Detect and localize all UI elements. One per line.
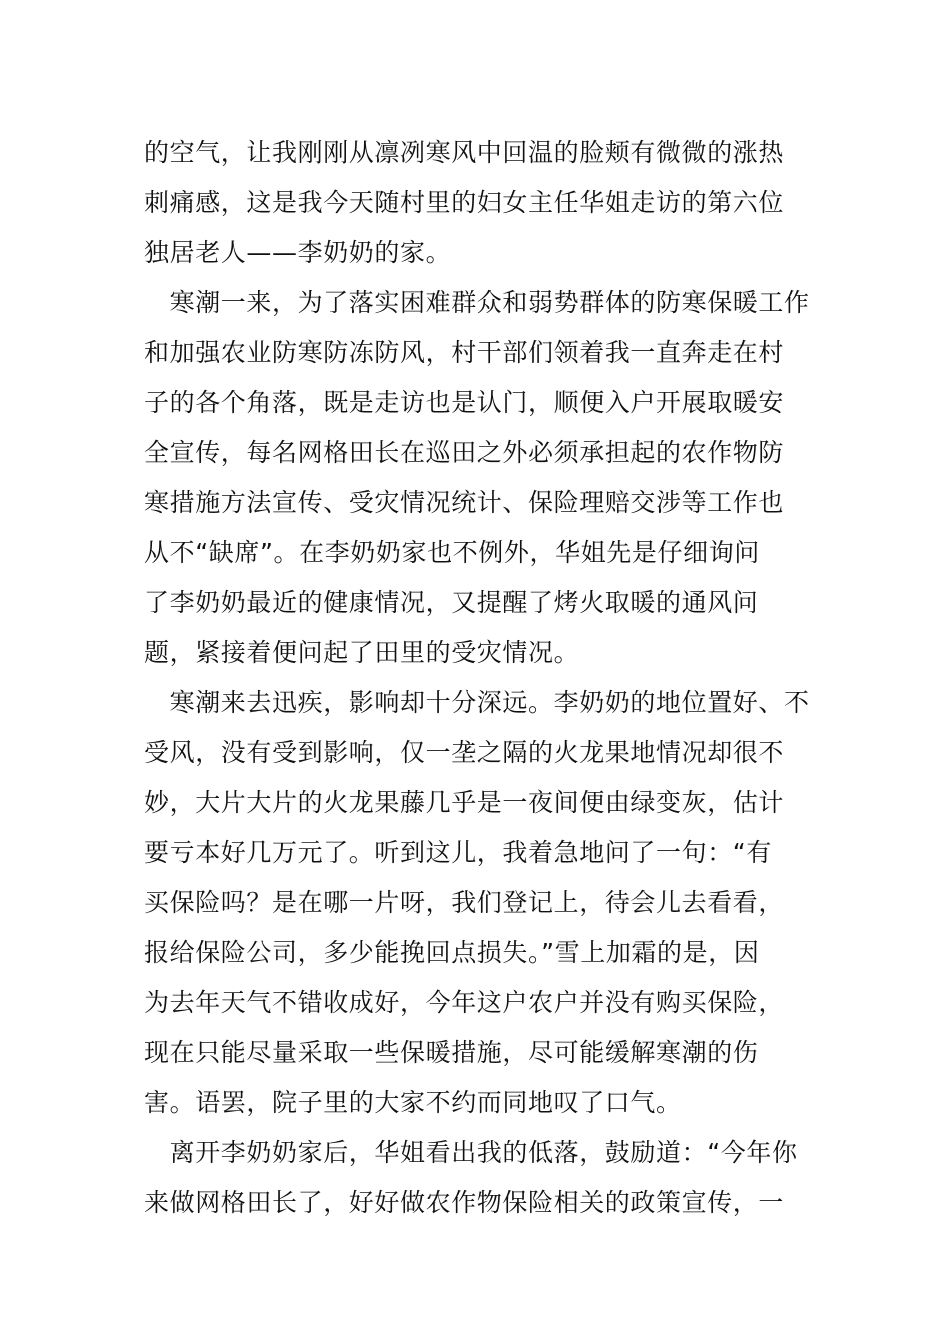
text-line: 离开李奶奶家后，华姐看出我的低落，鼓励道：“今年你 bbox=[144, 1138, 798, 1167]
document-body bbox=[144, 128, 808, 1228]
text-line: 刺痛感，这是我今天随村里的妇女主任华姐走访的第六位 bbox=[144, 188, 785, 217]
text-line: 题，紧接着便问起了田里的受灾情况。 bbox=[144, 638, 580, 667]
text-line: 要亏本好几万元了。听到这儿，我着急地问了一句：“有 bbox=[144, 838, 772, 867]
text-line: 害。语罢，院子里的大家不约而同地叹了口气。 bbox=[144, 1088, 682, 1117]
text-line: 和加强农业防寒防冻防风，村干部们领着我一直奔走在村 bbox=[144, 338, 785, 367]
text-line: 子的各个角落，既是走访也是认门，顺便入户开展取暖安 bbox=[144, 388, 785, 417]
text-line: 的空气，让我刚刚从凛冽寒风中回温的脸颊有微微的涨热 bbox=[144, 138, 785, 167]
text-line: 报给保险公司，多少能挽回点损失。”雪上加霜的是，因 bbox=[144, 938, 760, 967]
text-line: 买保险吗？是在哪一片呀，我们登记上，待会儿去看看， bbox=[144, 888, 785, 917]
text-line: 受风，没有受到影响，仅一垄之隔的火龙果地情况却很不 bbox=[144, 738, 785, 767]
text-line: 来做网格田长了，好好做农作物保险相关的政策宣传，一 bbox=[144, 1188, 785, 1217]
text-line: 为去年天气不错收成好，今年这户农户并没有购买保险， bbox=[144, 988, 785, 1017]
text-line: 寒措施方法宣传、受灾情况统计、保险理赔交涉等工作也 bbox=[144, 488, 785, 517]
text-line: 了李奶奶最近的健康情况，又提醒了烤火取暖的通风问 bbox=[144, 588, 759, 617]
text-line: 妙，大片大片的火龙果藤几乎是一夜间便由绿变灰，估计 bbox=[144, 788, 785, 817]
text-line: 现在只能尽量采取一些保暖措施，尽可能缓解寒潮的伤 bbox=[144, 1038, 759, 1067]
text-line: 独居老人——李奶奶的家。 bbox=[144, 238, 452, 267]
text-line: 从不“缺席”。在李奶奶家也不例外，华姐先是仔细询问 bbox=[144, 538, 760, 567]
text-line: 全宣传，每名网格田长在巡田之外必须承担起的农作物防 bbox=[144, 438, 785, 467]
text-line: 寒潮来去迅疾，影响却十分深远。李奶奶的地位置好、不 bbox=[144, 688, 810, 717]
text-line: 寒潮一来，为了落实困难群众和弱势群体的防寒保暖工作 bbox=[144, 288, 810, 317]
